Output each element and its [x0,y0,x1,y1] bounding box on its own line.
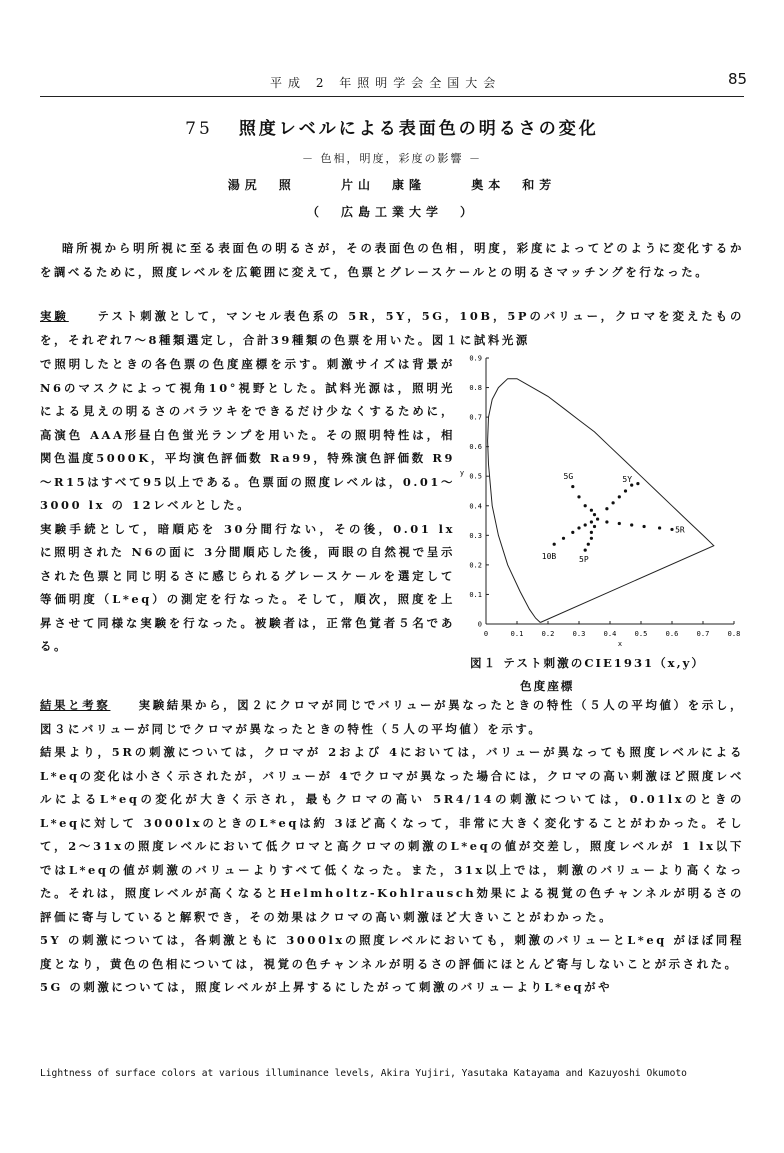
data-point-5r [670,528,673,531]
y-tick-label: 0.2 [469,561,482,570]
author-2: 片山 康隆 [340,178,426,192]
data-point-5y [605,507,608,510]
data-point-5p [587,543,590,546]
results-heading: 結果と考察 [40,698,111,712]
author-3: 奥本 和芳 [471,178,557,192]
series-label-5g: 5G [563,472,574,482]
y-tick-label: 0.5 [469,472,482,481]
series-label-5r: 5R [675,525,685,535]
experiment-paragraph-full [40,305,744,352]
intro-paragraph: 暗所視から明所視に至る表面色の明るさが，その表面色の色相，明度，彩度によってどのように変化するかを調べるために，照度レベルを広範囲に変えて，色票とグレースケールとの明るさマッチングを行なった。 [40,241,744,279]
x-tick-label: 0.1 [510,630,524,638]
data-point-5r [630,523,633,526]
y-tick-label: 0 [477,620,482,629]
english-footer: Lightness of surface colors at various illuminance levels, Akira Yujiri, Yasutaka Katayama and Kazuyoshi Okumoto [40,1068,687,1079]
paper-title-text: 照度レベルによる表面色の明るさの変化 [238,119,599,139]
data-point-10b [590,520,593,523]
data-point-5g [593,513,596,516]
author-list [0,176,784,193]
data-point-5g [577,495,580,498]
data-point-5p [590,531,593,534]
x-tick-label: 0.4 [603,630,617,638]
experiment-paragraph-side: で照明したときの各色票の色度座標を示す。刺激サイズは背景がN6のマスクによって視角10°視野とした。試料光源は，照明光による見えの明るさのバラツキをできるだけ少なくするために，高演色 AAA形昼白色蛍光ランプを用いた。その照明特性は，相関色温度5000K，平均演色評価数 Ra99，特殊演色評価数 R9～R15はすべて95以上である。色票面の照度レベルは，0.01～3000 lx の 12レベルとした。 実験手続として，暗順応を 30分間行ない，その後，0.01 lx に照明された N6の面に 3分間順応した後，両眼の自然視で呈示された色票と同じ明るさに感じられるグレースケールを選定して等価明度（L*eq）の測定を行なった。そして，順次，照度を上昇させて同様な実験を行なった。被験者は，正常色覚者５名である。 [40,357,455,653]
paper-title [0,114,784,139]
x-tick-label: 0.2 [541,630,555,638]
header-divider [40,96,744,97]
data-point-5p [593,525,596,528]
data-point-5r [618,522,621,525]
data-point-5y [624,489,627,492]
series-label-5y: 5Y [622,475,633,485]
chromaticity-diagram [458,348,748,648]
data-point-5y [618,495,621,498]
series-label-5p: 5P [579,554,589,564]
running-header-title: 平成 2 年照明学会全国大会 [270,76,502,90]
data-point-5g [584,504,587,507]
y-tick-label: 0.8 [469,384,482,393]
x-tick-label: 0.3 [572,630,586,638]
data-point-10b [577,526,580,529]
experiment-heading: 実験 [40,309,69,323]
data-point-5g [596,517,599,520]
data-point-5y [636,482,639,485]
y-tick-label: 0.4 [469,502,482,511]
data-point-5r [658,526,661,529]
experiment-text: テスト刺激として，マンセル表色系の 5R，5Y，5G，10B，5Pのバリュー，クロマを変えたものを，それぞれ7～8種類選定し，合計39種類の色票を用いた。図１に試料光源 [40,309,744,347]
data-point-5y [612,501,615,504]
affiliation: （ 広島工業大学 ） [306,205,477,219]
data-point-5g [571,485,574,488]
series-label-10b: 10B [541,551,557,561]
data-point-5g [590,509,593,512]
data-point-10b [553,543,556,546]
paper-subtitle: － 色相，明度，彩度の影響 － [302,152,482,165]
data-point-5r [643,525,646,528]
data-point-5r [605,520,608,523]
data-point-10b [584,523,587,526]
data-point-10b [562,537,565,540]
figure-caption: 図１ テスト刺激のCIE1931（x,y） [470,656,705,670]
x-axis-label: x [617,640,623,648]
x-tick-label: 0.5 [634,630,648,638]
y-tick-label: 0.9 [469,354,482,363]
page-number: 85 [728,70,748,88]
y-axis-label: y [459,469,465,477]
x-tick-label: 0.8 [727,630,741,638]
results-paragraph [40,694,744,1000]
spectrum-locus [488,379,714,623]
paper-number: 75 [185,119,213,139]
y-tick-label: 0.1 [469,590,482,599]
data-point-5p [590,537,593,540]
data-point-10b [571,531,574,534]
y-tick-label: 0.3 [469,531,482,540]
x-tick-label: 0 [483,630,489,638]
y-tick-label: 0.7 [469,413,482,422]
data-point-5p [584,549,587,552]
author-1: 湯尻 照 [227,178,296,192]
results-text: 実験結果から，図２にクロマが同じでバリューが異なったときの特性（５人の平均値）を示し，図３にバリューが同じでクロマが異なったときの特性（５人の平均値）を示す。 結果より，5Rの刺激については，クロマが 2および 4においては，バリューが異なっても照度レベルによるL*eqの変化は小さく示されたが，バリューが 4でクロマが異なった場合には，クロマの高い刺激ほど照度レベルによるL*eqの変化が大きく示され，最もクロマの高い 5R4/14の刺激については，0.01lxのときのL*eqに対して 3000lxのときのL*eqは約 3ほど高くなって，非常に大きく変化することがわかった。そして，2～31xの照度レベルにおいて低クロマと高クロマの刺激のL*eqの値が交差し，照度レベルが 1 lx以下ではL*eqの値が刺激のバリューよりすべて低くなった。また，31x以上では，刺激のバリューより高くなった。それは，照度レベルが高くなるとHelmholtz-Kohlrausch効果による視覚の色チャンネルが明るさの評価に寄与していると解釈でき，その効果はクロマの高い刺激ほど大きいことがわかった。 5Y の刺激については，各刺激ともに 3000lxの照度レベルにおいても，刺激のバリューとL*eq がほぼ同程度となり，黄色の色相については，視覚の色チャンネルが明るさの評価にほとんど寄与しないことが示された。 5G の刺激については，照度レベルが上昇するにしたがって刺激のバリューよりL*eqがや [40,698,744,994]
x-tick-label: 0.7 [696,630,710,638]
figure-caption-line2: 色度座標 [520,679,575,693]
y-tick-label: 0.6 [469,443,482,452]
x-tick-label: 0.6 [665,630,679,638]
